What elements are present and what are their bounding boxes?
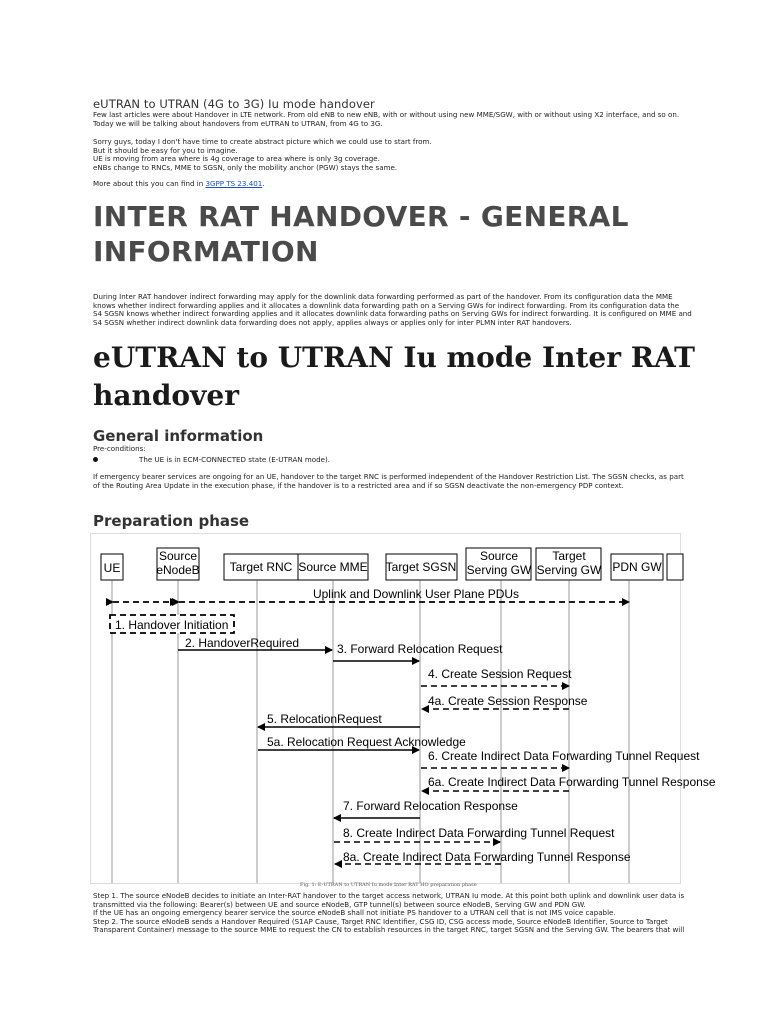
entity-pdn-gw [611, 554, 663, 580]
entity-source-enodeb-label-2: eNodeB [156, 563, 200, 577]
intro-paragraph [93, 111, 679, 128]
general-line: During Inter RAT handover indirect forwarding may apply for the downlink data forwarding performed as part of the handover. From its configuration data the MME [93, 292, 673, 301]
sequence-diagram-svg [91, 534, 716, 883]
steps-line: Step 1. The source eNodeB decides to initiate an Inter-RAT handover to the target access network, UTRAN Iu mode. At this point both uplink and downlink user data is [93, 891, 685, 900]
sorry-paragraph [93, 138, 432, 172]
main-heading-line: handover [93, 379, 239, 412]
entity-source-serving-gw-label-2: Serving GW [466, 563, 532, 577]
bullet-text: The UE is in ECM-CONNECTED state (E-UTRAN mode). [139, 455, 331, 464]
uplink-label: Uplink and Downlink User Plane PDUs [312, 587, 520, 601]
bullet-dot [93, 457, 98, 462]
general-info-heading: General information [93, 427, 264, 445]
entity-source-enodeb-label-1: Source [158, 549, 198, 563]
entity-target-sgsn-label: Target SGSN [385, 560, 457, 574]
steps-line: transmitted via the following: Bearer(s) between UE and source eNodeB, GTP tunnel(s) between source eNodeB, Serving GW and PDN GW. [93, 899, 586, 909]
figure-caption: Fig. 1: E-UTRAN to UTRAN Iu mode Inter RAT HO preparation phase [300, 882, 477, 888]
msg-6-label: 6. Create Indirect Data Forwarding Tunnel Request [428, 749, 700, 763]
entity-ue [101, 554, 123, 580]
emergency-line: If emergency bearer services are ongoing for an UE, handover to the target RNC is performed independent of the Handover Restriction List. The SGSN checks, as part [93, 472, 684, 481]
entity-source-serving-gw-label-1: Source [479, 549, 519, 563]
entity-target-sgsn [386, 554, 457, 580]
msg-6a-label: 6a. Create Indirect Data Forwarding Tunnel Response [428, 775, 716, 789]
entity-pdn-gw-label: PDN GW [612, 560, 662, 574]
general-heading-line: INFORMATION [93, 235, 319, 268]
spec-link[interactable]: 3GPP TS 23.401 [205, 179, 263, 188]
msg-5-label: 5. RelocationRequest [267, 712, 382, 726]
msg-7-label: 7. Forward Relocation Response [343, 799, 518, 813]
general-heading-line: INTER RAT HANDOVER - GENERAL [93, 200, 629, 233]
steps-line: Transparent Container) message to the source MME to request the CN to establish resources in the target RNC, target SGSN and the Serving GW. The bearers that will [93, 925, 685, 935]
emergency-paragraph [93, 473, 684, 490]
entity-ue-label: UE [103, 561, 121, 575]
entity-target-serving-gw-label-2: Serving GW [536, 563, 602, 577]
sorry-line: But it should be easy for you to imagine. [93, 145, 238, 155]
emergency-line: of the Routing Area Update in the execution phase, if the handover is to a restricted area and if so SGSN deactivate the non-emergency PDP context. [93, 480, 624, 490]
preparation-heading: Preparation phase [93, 512, 250, 530]
general-line: knows whether indirect forwarding applies and it allocates a downlink data forwarding path on a Serving GWs for indirect forwarding. From its configuration data the [93, 300, 680, 310]
steps-line: Step 2. The source eNodeB sends a Handover Required (S1AP Cause, Target RNC Identifier, CSG ID, CSG access mode, Source eNodeB Identifier, Source to Target [93, 916, 668, 926]
intro-line: Today we will be talking about handovers from eUTRAN to UTRAN, from 4G to 3G. [93, 118, 383, 128]
msg-5a-label: 5a. Relocation Request Acknowledge [267, 735, 466, 749]
entity-source-mme-label: Source MME [298, 560, 368, 574]
entity-source-enodeb [156, 548, 199, 580]
entity-target-rnc [224, 554, 298, 580]
general-line: S4 SGSN knows whether indirect forwarding applies and it allocates downlink data forwarding paths on Serving GWs for indirect forwarding. It is configured on MME and [93, 309, 692, 319]
sorry-line: Sorry guys, today I don't have time to create abstract picture which we could use to start from. [93, 137, 432, 146]
more-paragraph [93, 180, 265, 189]
msg-1-label: 1. Handover Initiation [115, 618, 229, 632]
preconditions-label: Pre-conditions: [93, 444, 146, 453]
sequence-diagram [90, 533, 716, 884]
general-line: S4 SGSN whether indirect downlink data forwarding does not apply, applies always or applies only for inter PLMN inter RAT handovers. [93, 317, 572, 327]
sorry-line: UE is moving from area where is 4g coverage to area where is only 3g coverage. [93, 154, 380, 164]
sorry-line: eNBs change to RNCs, MME to SGSN, only the mobility anchor (PGW) stays the same. [93, 162, 398, 172]
entity-source-mme [298, 554, 368, 580]
entity-target-serving-gw-label-1: Target [552, 549, 586, 563]
general-paragraph [93, 293, 692, 327]
entity-source-serving-gw [466, 548, 532, 580]
steps-line: If the UE has an ongoing emergency bearer service the source eNodeB shall not initiate PS handover to a UTRAN cell that is not IMS voice capable. [93, 908, 616, 918]
msg-4a-label: 4a. Create Session Response [428, 694, 588, 708]
entity-cut-off [667, 554, 683, 580]
entity-target-rnc-label: Target RNC [229, 560, 293, 574]
main-heading-line: eUTRAN to UTRAN Iu mode Inter RAT [93, 341, 695, 374]
more-prefix: More about this you can find in [93, 179, 206, 188]
entity-target-serving-gw [536, 548, 602, 580]
intro-line: Few last articles were about Handover in LTE network. From old eNB to new eNB, with or without using new MME/SGW, with or without using X2 interface, and so on. [93, 110, 680, 119]
general-heading [93, 199, 629, 269]
msg-8-label: 8. Create Indirect Data Forwarding Tunnel Request [343, 826, 615, 840]
main-heading [93, 339, 695, 415]
msg-4-label: 4. Create Session Request [428, 667, 572, 681]
msg-3-label: 3. Forward Relocation Request [337, 642, 503, 656]
msg-8a-label: 8a. Create Indirect Data Forwarding Tunnel Response [343, 850, 631, 864]
msg-2-label: 2. HandoverRequired [185, 636, 300, 650]
more-suffix: . [262, 179, 265, 188]
steps-paragraph [93, 892, 684, 935]
article-title: eUTRAN to UTRAN (4G to 3G) Iu mode handover [93, 97, 375, 111]
